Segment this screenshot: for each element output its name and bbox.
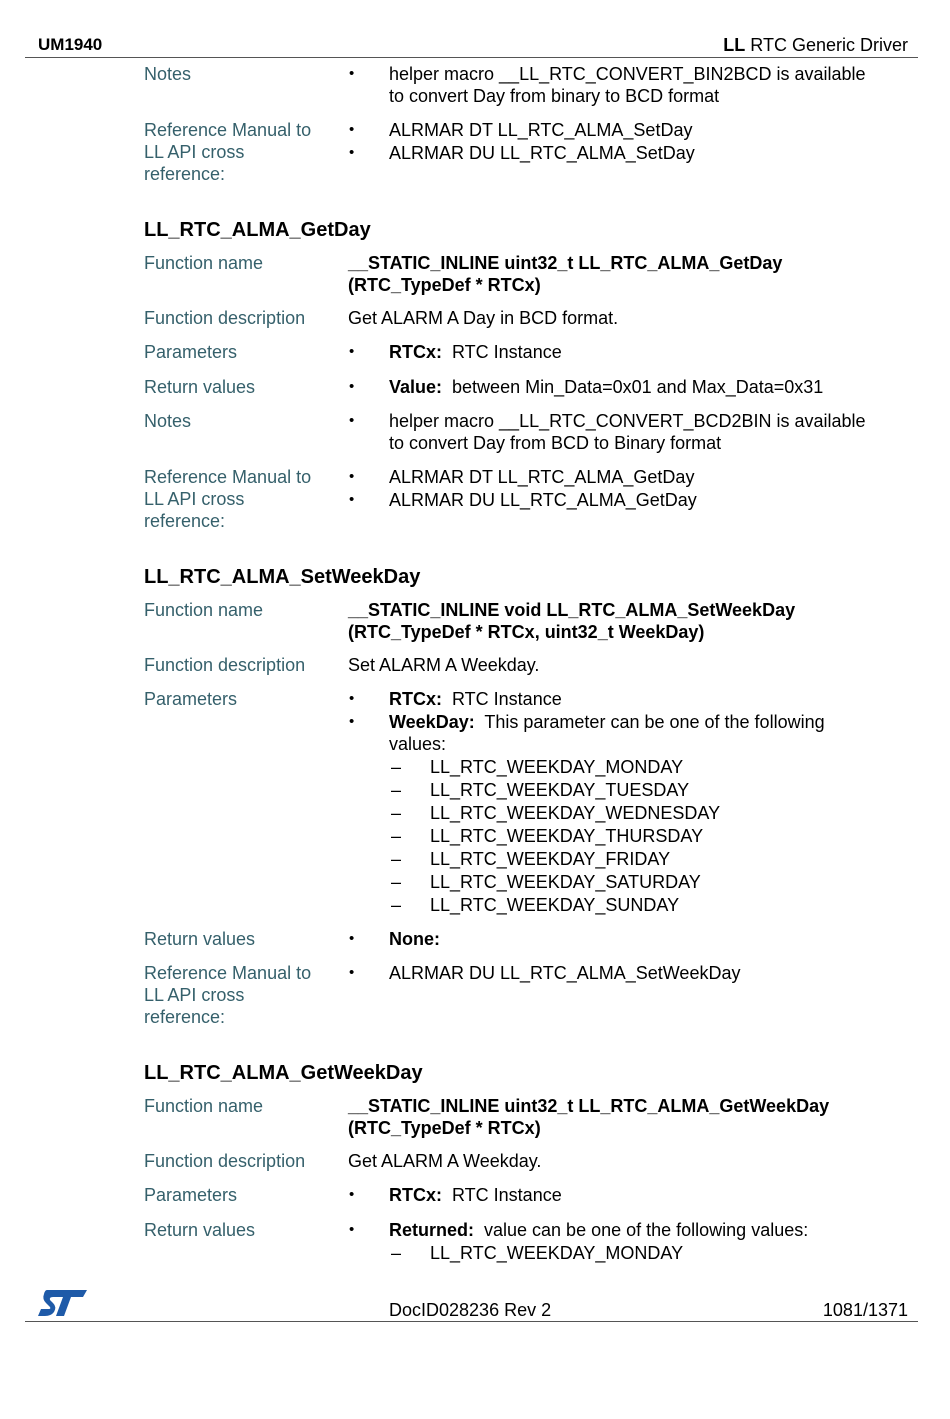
return-item: • Value: between Min_Data=0x01 and Max_Data=0x31 [348, 376, 904, 398]
reference-list: • ALRMAR DT LL_RTC_ALMA_GetDay • ALRMAR DU LL_RTC_ALMA_GetDay [348, 466, 904, 532]
function-description-row: Function description Set ALARM A Weekday. [144, 655, 540, 675]
reference-row [144, 119, 904, 185]
return-values-row: Return values • None: [144, 928, 904, 950]
notes-row: Notes • helper macro __LL_RTC_CONVERT_BCD2BIN is available to convert Day from BCD to Binary format [144, 410, 904, 454]
reference-list: • ALRMAR DU LL_RTC_ALMA_SetWeekDay [348, 962, 904, 1028]
return-item: • Returned: value can be one of the following values: [348, 1219, 904, 1241]
reference-row: Reference Manual to LL API cross reference: • ALRMAR DT LL_RTC_ALMA_GetDay • ALRMAR DU LL_RTC_ALMA_GetDay [144, 466, 904, 532]
weekday-option: – LL_RTC_WEEKDAY_SUNDAY [348, 894, 904, 916]
return-values-row: Return values • Value: between Min_Data=0x01 and Max_Data=0x31 [144, 376, 904, 398]
weekday-option: – LL_RTC_WEEKDAY_SATURDAY [348, 871, 904, 893]
page-header [38, 35, 908, 57]
reference-label: Reference Manual to LL API cross reference: [144, 120, 312, 184]
page-number: 1081/1371 [822, 1300, 908, 1320]
st-logo-icon [37, 1288, 89, 1318]
function-signature: __STATIC_INLINE uint32_t LL_RTC_ALMA_GetWeekDay (RTC_TypeDef * RTCx) [348, 1096, 830, 1138]
reference-row: Reference Manual to LL API cross reference: • ALRMAR DU LL_RTC_ALMA_SetWeekDay [144, 962, 904, 1028]
function-name-row: Function name __STATIC_INLINE void LL_RTC_ALMA_SetWeekDay (RTC_TypeDef * RTCx, uint32_t WeekDay) [144, 599, 904, 643]
reference-list: • ALRMAR DT LL_RTC_ALMA_SetDay • ALRMAR DU LL_RTC_ALMA_SetDay [348, 119, 904, 185]
weekday-option: – LL_RTC_WEEKDAY_MONDAY [348, 756, 904, 778]
function-description-row: Function description Get ALARM A Day in BCD format. [144, 308, 619, 328]
parameter-item: • RTCx: RTC Instance [348, 341, 904, 363]
notes-row [144, 63, 904, 107]
weekday-option: – LL_RTC_WEEKDAY_WEDNESDAY [348, 802, 904, 824]
footer-rule [25, 1321, 918, 1322]
function-signature: __STATIC_INLINE void LL_RTC_ALMA_SetWeekDay (RTC_TypeDef * RTCx, uint32_t WeekDay) [348, 600, 796, 642]
notes-item: • helper macro __LL_RTC_CONVERT_BCD2BIN is available to convert Day from BCD to Binary format [348, 410, 904, 454]
function-signature: __STATIC_INLINE uint32_t LL_RTC_ALMA_GetDay (RTC_TypeDef * RTCx) [348, 253, 783, 295]
section-title: LL_RTC_ALMA_SetWeekDay [144, 566, 421, 588]
notes-label: Notes [144, 64, 192, 84]
return-values-row: Return values • Returned: value can be one of the following values: – LL_RTC_WEEKDAY_MONDAY [144, 1219, 904, 1264]
parameters-row: Parameters • RTCx: RTC Instance [144, 1184, 904, 1206]
notes-item: • helper macro __LL_RTC_CONVERT_BIN2BCD is available to convert Day from binary to BCD format [348, 63, 904, 107]
parameters-row: Parameters • RTCx: RTC Instance [144, 341, 904, 363]
weekday-option: – LL_RTC_WEEKDAY_FRIDAY [348, 848, 904, 870]
weekday-option: – LL_RTC_WEEKDAY_TUESDAY [348, 779, 904, 801]
parameter-item: • RTCx: RTC Instance [348, 688, 904, 710]
parameter-item: • WeekDay: This parameter can be one of the following values: [348, 711, 904, 755]
doc-code: UM1940 [38, 35, 103, 54]
section-title: LL_RTC_ALMA_GetDay [144, 219, 371, 241]
return-item: • None: [348, 928, 904, 950]
function-name-row: Function name __STATIC_INLINE uint32_t LL_RTC_ALMA_GetWeekDay (RTC_TypeDef * RTCx) [144, 1095, 904, 1139]
header-title: LL RTC Generic Driver [723, 35, 908, 55]
weekday-option: – LL_RTC_WEEKDAY_MONDAY [348, 1242, 904, 1264]
return-list [348, 1219, 904, 1264]
section-title: LL_RTC_ALMA_GetWeekDay [144, 1062, 423, 1084]
doc-id: DocID028236 Rev 2 [389, 1300, 552, 1320]
parameter-item: • RTCx: RTC Instance [348, 1184, 904, 1206]
function-name-row: Function name __STATIC_INLINE uint32_t LL_RTC_ALMA_GetDay (RTC_TypeDef * RTCx) [144, 252, 904, 296]
parameter-list [348, 688, 904, 916]
document-body [144, 60, 904, 1264]
header-rule [25, 57, 918, 58]
function-description-row: Function description Get ALARM A Weekday. [144, 1151, 542, 1171]
parameters-row: Parameters • RTCx: RTC Instance • WeekDay: This parameter can be one of the following values: – LL_RTC_WEEKDAY_MONDAY – LL_RTC_WEEKDAY_TUESDAY – LL_RTC_WEEKDAY_WEDNESDAY – LL_RTC_WEEKDAY_THURSDAY – LL_RTC_WEEKDAY_FRIDAY – LL_RTC_WEEKDAY_SATURDAY – LL_RTC_WEEKDAY_SUNDAY [144, 688, 904, 916]
weekday-option: – LL_RTC_WEEKDAY_THURSDAY [348, 825, 904, 847]
